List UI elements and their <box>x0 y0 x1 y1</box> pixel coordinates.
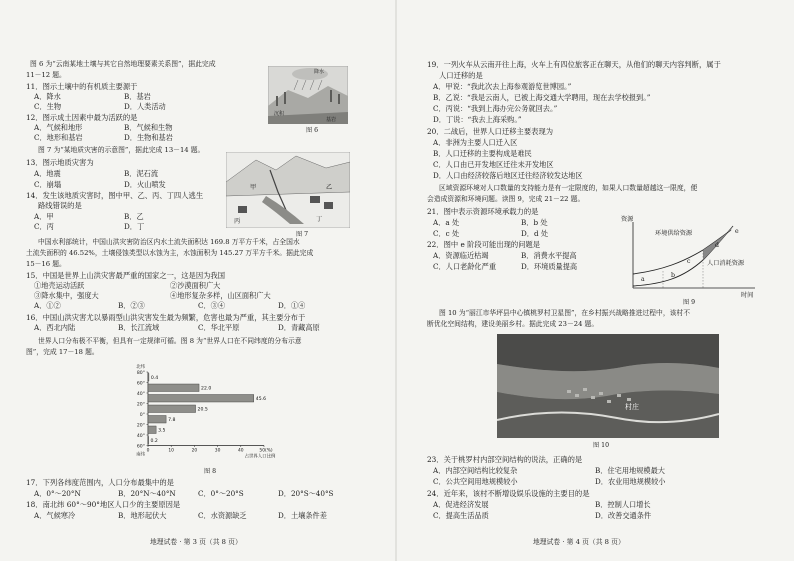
chart8-x-tick: 0 <box>146 448 150 454</box>
intro-23-24-cont: 断优化空间结构，建设美丽乡村。据此完成 23－24 题。 <box>427 320 599 328</box>
figure-8-chart <box>118 360 308 466</box>
q23-option-b[interactable]: B．住宅用地规模最大 <box>595 466 665 475</box>
q14-option-b[interactable]: B．乙 <box>124 212 144 221</box>
q24-option-d[interactable]: D．改善交通条件 <box>595 511 652 520</box>
q19-option-d[interactable]: D．丁说：“我去上海采购。” <box>433 115 522 124</box>
intro-21-22-cont: 会造成资源和环境问题。读图 9，完成 21－22 题。 <box>427 195 585 203</box>
q20-option-d[interactable]: D．人口由经济较落后地区迁往经济较发达地区 <box>433 171 583 180</box>
chart8-lat-tick: 60° <box>136 381 145 387</box>
q11-option-b[interactable]: B．基岩 <box>124 92 151 101</box>
q16-option-a[interactable]: A．西北内陆 <box>34 323 76 332</box>
chart8-lat-tick: 20° <box>136 423 145 429</box>
q15-option-c[interactable]: C．③④ <box>198 301 226 310</box>
fig7-label-jia: 甲 <box>250 184 257 191</box>
figure-6 <box>268 66 348 124</box>
q12-option-a[interactable]: A．气候和地形 <box>34 123 83 132</box>
q15-item-1: ①地壳运动活跃 <box>34 281 85 290</box>
question-21: 21．图中表示资源环境承载力的是 <box>427 207 539 216</box>
fig9-point-d: d <box>715 242 719 249</box>
q24-option-b[interactable]: B．控制人口增长 <box>595 500 651 509</box>
q22-option-d[interactable]: D．环境质量提高 <box>521 262 578 271</box>
question-24: 24．近年来，该村不断增设娱乐设施的主要目的是 <box>427 489 590 498</box>
question-14: 14．发生该地质灾害时，图中甲、乙、丙、丁四人逃生 <box>26 191 204 200</box>
q19-option-b[interactable]: B．乙说：“我是云南人，已被上海交通大学聘用，现在去学校报到。” <box>433 93 651 102</box>
fig6-label-bedrock: 基岩 <box>326 117 337 123</box>
q13-option-b[interactable]: B．泥石流 <box>124 169 159 178</box>
intro-23-24: 图 10 为“丽江市华坪县中心镇桃罗村卫星图”，在乡村振兴战略推进过程中，该村不 <box>439 309 691 317</box>
q23-option-a[interactable]: A．内部空间结构比较复杂 <box>433 466 518 475</box>
q21-option-c[interactable]: C．c 处 <box>433 229 460 238</box>
chart8-x-tick: 40 <box>238 448 244 454</box>
fig9-y-label: 资源 <box>621 216 634 223</box>
q15-option-b[interactable]: B．②③ <box>118 301 145 310</box>
intro-17-18-cont: 图”，完成 17－18 题。 <box>26 348 99 356</box>
fig9-point-e: e <box>735 228 739 235</box>
chart8-x-tick: 20 <box>191 448 198 454</box>
q17-option-a[interactable]: A．0°～20°N <box>34 489 81 498</box>
question-12: 12．图示成土因素中最为活跃的是 <box>26 113 138 122</box>
fig10-village-label: 村庄 <box>625 403 639 411</box>
chart8-lat-tick: 40° <box>136 392 145 397</box>
fig9-point-a: a <box>641 276 645 283</box>
figure-10-satellite <box>497 334 719 438</box>
q16-option-b[interactable]: B．长江流域 <box>118 323 160 332</box>
q13-option-a[interactable]: A．地震 <box>34 169 61 178</box>
q22-option-a[interactable]: A．资源临近枯竭 <box>433 251 489 260</box>
chart8-lat-tick: 60° <box>136 444 145 450</box>
q20-option-b[interactable]: B．人口迁移的主要构成是难民 <box>433 149 532 158</box>
q18-option-b[interactable]: B．地形起伏大 <box>118 511 167 520</box>
fig9-x-label: 时间 <box>741 292 754 299</box>
q21-option-a[interactable]: A．a 处 <box>433 218 460 227</box>
q13-option-d[interactable]: D．火山喷发 <box>124 180 166 189</box>
chart8-bar <box>148 384 199 392</box>
q17-option-c[interactable]: C．0°～20°S <box>198 489 244 498</box>
page-footer-3: 地理试卷 · 第 3 页（共 8 页） <box>150 538 242 546</box>
page-4 <box>397 0 794 561</box>
fig9-curve-supply: 环境供给资源 <box>655 230 693 237</box>
chart8-bar <box>148 426 156 434</box>
q21-option-b[interactable]: B．b 处 <box>521 218 548 227</box>
q19-option-c[interactable]: C．丙说：“我到上海办完公务就回去。” <box>433 104 558 113</box>
q24-option-c[interactable]: C．提高生活品质 <box>433 511 489 520</box>
q16-option-d[interactable]: D．青藏高原 <box>278 323 320 332</box>
q12-option-b[interactable]: B．气候和生物 <box>124 123 173 132</box>
question-19-cont: 人口迁移的是 <box>439 71 483 80</box>
q23-option-d[interactable]: D．农业用地规模较小 <box>595 477 666 486</box>
chart8-bar <box>148 395 254 403</box>
q14-option-a[interactable]: A．甲 <box>34 212 54 221</box>
q18-option-c[interactable]: C．水资源缺乏 <box>198 511 247 520</box>
question-17: 17．下列各纬度范围内，人口分布最集中的是 <box>26 478 174 487</box>
q18-option-d[interactable]: D．土壤条件差 <box>278 511 327 520</box>
q24-option-a[interactable]: A．促进经济发展 <box>433 500 489 509</box>
intro-21-22: 区域资源环境对人口数量的支持能力是有一定限度的，如果人口数量超越这一限度，便 <box>439 184 698 192</box>
q17-option-b[interactable]: B．20°N～40°N <box>118 489 176 498</box>
question-16: 16．中国山洪灾害尤以暴雨型山洪灾害发生最为频繁，危害也最为严重，其主要分布于 <box>26 313 306 322</box>
chart8-bar-value: 7.8 <box>168 417 176 423</box>
fig7-label-bing: 丙 <box>234 218 241 225</box>
q15-option-a[interactable]: A．①② <box>34 301 61 310</box>
chart8-bar-value: 22.0 <box>201 386 212 392</box>
q15-item-3: ③降水集中，强度大 <box>34 291 99 300</box>
q22-option-c[interactable]: C．人口老龄化严重 <box>433 262 497 271</box>
fig7-label-ding: 丁 <box>316 216 323 223</box>
q11-option-d[interactable]: D．人类活动 <box>124 102 166 111</box>
fig10-caption: 图 10 <box>593 442 610 449</box>
question-20: 20．二战后，世界人口迁移主要表现为 <box>427 127 554 136</box>
q17-option-d[interactable]: D．20°S～40°S <box>278 489 334 498</box>
q23-option-c[interactable]: C．公共空间用地规模较小 <box>433 477 518 486</box>
q12-option-d[interactable]: D．生物和基岩 <box>124 133 173 142</box>
chart8-bar-value: 0.2 <box>150 438 158 444</box>
fig6-label-deposit: 沉积 <box>274 111 285 117</box>
question-13: 13．图示地质灾害为 <box>26 158 94 167</box>
q13-option-c[interactable]: C．崩塌 <box>34 180 62 189</box>
chart8-lat-tick: 20° <box>136 402 145 408</box>
q11-option-a[interactable]: A．降水 <box>34 92 61 101</box>
q14-option-c[interactable]: C．丙 <box>34 222 54 231</box>
q20-option-a[interactable]: A．非洲为主要人口迁入区 <box>433 138 518 147</box>
q20-option-c[interactable]: C．人口由已开发地区迁往未开发地区 <box>433 160 554 169</box>
chart8-north-label: 北纬 <box>136 365 145 370</box>
population-latitude-chart <box>118 360 308 466</box>
fig6-label-rain: 降水 <box>314 69 325 75</box>
fig6-caption: 图 6 <box>306 127 319 134</box>
chart8-bar <box>148 405 196 413</box>
fig9-caption: 图 9 <box>683 299 696 306</box>
chart8-bar <box>148 437 149 445</box>
q15-option-d[interactable]: D．①④ <box>278 301 306 310</box>
chart8-south-label: 南纬 <box>136 452 145 458</box>
page-footer-4: 地理试卷 · 第 4 页（共 8 页） <box>533 538 625 546</box>
figure-9 <box>623 214 761 298</box>
intro-13-14: 图 7 为“某地质灾害的示意图”，据此完成 13－14 题。 <box>38 146 205 154</box>
fig8-caption: 图 8 <box>204 468 217 475</box>
intro-17-18: 世界人口分布极不平衡，但具有一定规律可循。图 8 为“世界人口在不同纬度的分布示意 <box>38 337 302 345</box>
fig7-caption: 图 7 <box>296 231 309 238</box>
chart8-bar-value: 45.6 <box>255 396 267 402</box>
q16-option-c[interactable]: C．华北平原 <box>198 323 240 332</box>
q18-option-a[interactable]: A．气候寒冷 <box>34 511 76 520</box>
chart8-lat-tick: 80° <box>136 371 145 376</box>
chart8-bar-value: 0.4 <box>150 375 159 381</box>
chart8-bar-value: 3.5 <box>158 428 166 434</box>
stats-text-2: 土流失面积的 46.52%，土壤侵蚀类型以水蚀为主，水蚀面积为 145.27 万平方千米。据此完成 <box>26 249 314 257</box>
chart8-lat-tick: 0° <box>139 413 145 418</box>
q12-option-c[interactable]: C．地形和基岩 <box>34 133 83 142</box>
question-23: 23．关于桃罗村内部空间结构的说法，正确的是 <box>427 455 583 464</box>
chart8-x-label: 占世界人口比例 <box>244 454 276 460</box>
q15-item-2: ②沙漠面积广大 <box>170 281 221 290</box>
chart8-bar <box>148 374 149 382</box>
q19-option-a[interactable]: A．甲说：“我此次去上海参观游览世博园。” <box>433 82 572 91</box>
q22-option-b[interactable]: B．消费水平提高 <box>521 251 577 260</box>
question-18: 18．南北纬 60°～90°地区人口少的主要原因是 <box>26 500 181 509</box>
question-15: 15．中国是世界上山洪灾害最严重的国家之一，这是因为我国 <box>26 271 226 280</box>
q14-option-d[interactable]: D．丁 <box>124 222 145 231</box>
question-14-cont: 路线错误的是 <box>38 201 82 210</box>
question-19: 19．一列火车从云南开往上海，火车上有四位旅客正在聊天，从他们的聊天内容判断，属于 <box>427 60 721 69</box>
question-22: 22．图中 e 阶段可能出现的问题是 <box>427 240 541 249</box>
fig9-point-c: c <box>687 258 691 265</box>
question-11: 11．图示土壤中的有机质主要源于 <box>26 82 138 91</box>
stats-text-3: 15－16 题。 <box>26 260 66 268</box>
intro-11-12: 图 6 为“云南某地土壤与其它自然地理要素关系图”，据此完成 <box>30 60 216 68</box>
fig9-point-b: b <box>671 272 675 279</box>
chart8-x-tick: 30 <box>214 448 221 454</box>
fig7-label-yi: 乙 <box>326 184 333 191</box>
chart8-bar-value: 20.5 <box>197 407 208 413</box>
chart8-bar <box>148 416 166 424</box>
figure-7 <box>226 152 350 228</box>
chart8-lat-tick: 40° <box>136 434 145 439</box>
intro-11-12-range: 11－12 题。 <box>26 71 66 79</box>
stats-text-1: 中国水利部统计，中国山洪灾害防治区内水土流失面积达 169.8 万平方千米，占全国水 <box>38 238 300 246</box>
fig9-curve-consume: 人口消耗资源 <box>707 260 745 267</box>
q21-option-d[interactable]: D．d 处 <box>521 229 549 238</box>
q15-item-4: ④地形复杂多样，山区面积广大 <box>170 291 271 300</box>
q11-option-c[interactable]: C．生物 <box>34 102 62 111</box>
chart8-x-unit: 50(%) <box>259 448 273 454</box>
chart8-x-tick: 10 <box>168 448 174 454</box>
